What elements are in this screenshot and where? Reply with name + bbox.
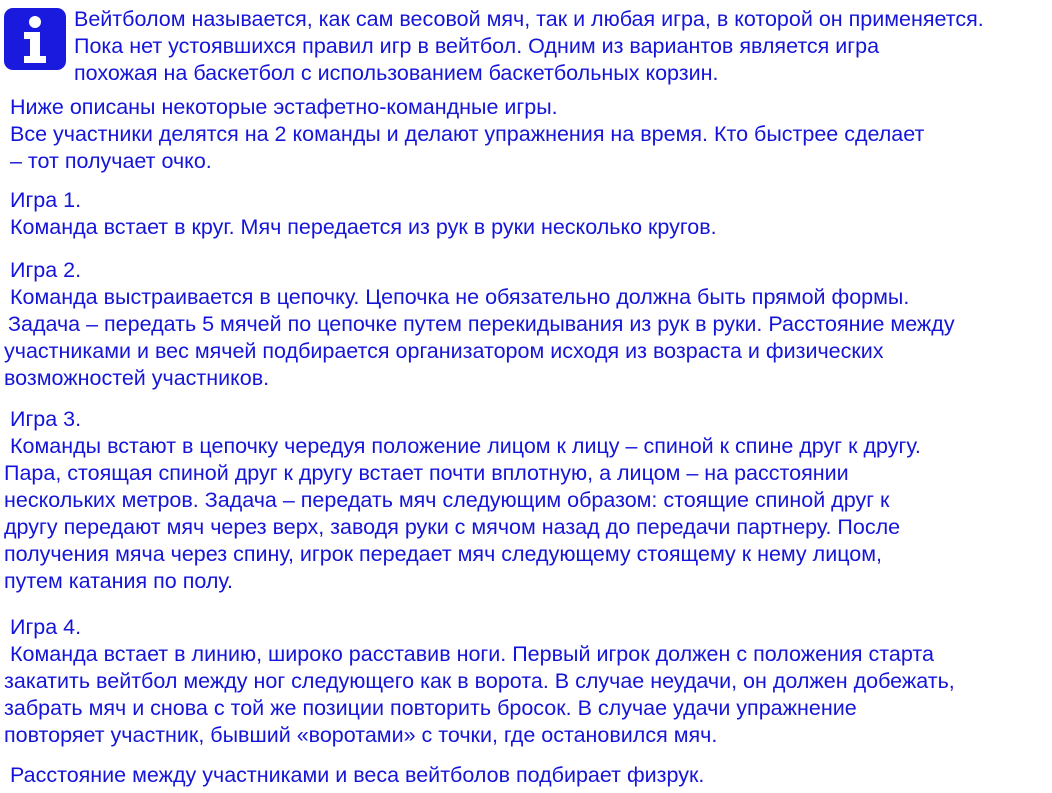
game-line: Команда встает в линию, широко расставив ноги. Первый игрок должен с положения старта	[10, 642, 934, 666]
game-line: получения мяча через спину, игрок передает мяч следующему стоящему к нему лицом,	[4, 542, 882, 566]
game-line: Задача – передать 5 мячей по цепочке путем перекидывания из рук в руки. Расстояние между	[8, 312, 955, 336]
game-line: Команда встает в круг. Мяч передается из рук в руки несколько кругов.	[10, 215, 717, 239]
game-line: забрать мяч и снова с той же позиции повторить бросок. В случае удачи упражнение	[4, 696, 857, 720]
intro-line: похожая на баскетбол с использованием баскетбольных корзин.	[74, 61, 719, 85]
game-title: Игра 4.	[10, 615, 82, 639]
intro-line: Пока нет устоявшихся правил игр в вейтбол. Одним из вариантов является игра	[74, 34, 880, 58]
game-title: Игра 1.	[10, 188, 82, 212]
game-line: Пара, стоящая спиной друг к другу встает почти вплотную, а лицом – на расстоянии	[4, 461, 849, 485]
game-title: Игра 2.	[10, 258, 82, 282]
intro-line: Вейтболом называется, как сам весовой мяч, так и любая игра, в которой он применяется.	[74, 7, 984, 31]
game-line: закатить вейтбол между ног следующего как в ворота. В случае неудачи, он должен добежать,	[4, 669, 955, 693]
game-line: Команды встают в цепочку чередуя положение лицом к лицу – спиной к спине друг к другу.	[10, 434, 921, 458]
game-title: Игра 3.	[10, 407, 82, 431]
game-line: возможностей участников.	[4, 366, 270, 390]
game-line: Команда выстраивается в цепочку. Цепочка не обязательно должна быть прямой формы.	[10, 285, 910, 309]
game-line: повторяет участник, бывший «воротами» с точки, где остановился мяч.	[4, 723, 718, 747]
game-line: путем катания по полу.	[4, 569, 233, 593]
game-line: участниками и вес мячей подбирается организатором исходя из возраста и физических	[4, 339, 884, 363]
info-icon	[4, 8, 66, 70]
footer-note: Расстояние между участниками и веса вейтболов подбирает физрук.	[10, 763, 705, 787]
overview-line: – тот получает очко.	[10, 149, 212, 173]
overview-line: Ниже описаны некоторые эстафетно-командные игры.	[10, 95, 558, 119]
game-line: нескольких метров. Задача – передать мяч следующим образом: стоящие спиной друг к	[4, 488, 890, 512]
game-line: другу передают мяч через верх, заводя руки с мячом назад до передачи партнеру. После	[4, 515, 901, 539]
overview-line: Все участники делятся на 2 команды и делают упражнения на время. Кто быстрее сделает	[10, 122, 925, 146]
